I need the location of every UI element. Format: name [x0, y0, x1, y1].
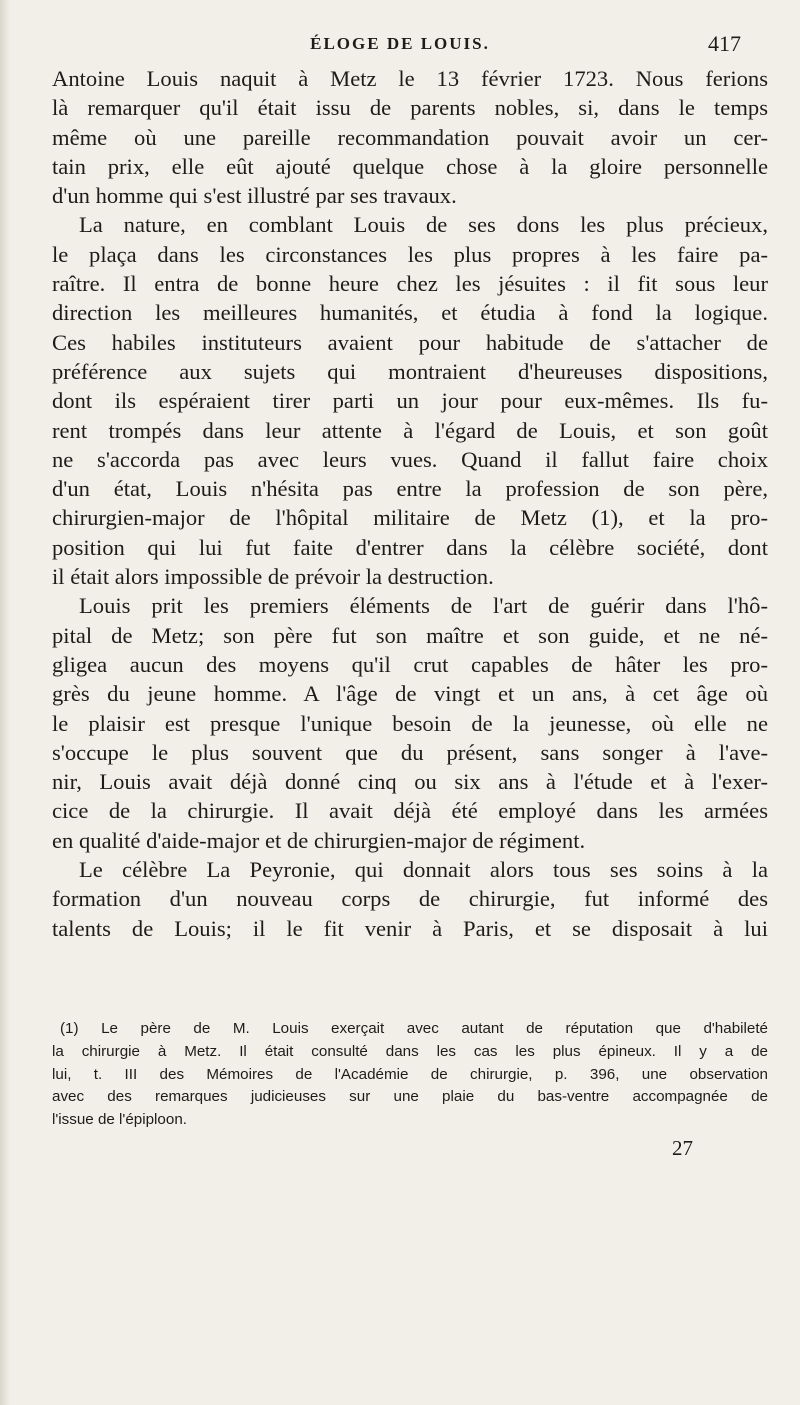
footnote-line: avec des remarques judicieuses sur une plaie du bas-ventre accompagnée de: [52, 1088, 768, 1106]
text-line: direction les meilleures humanités, et étudia à fond la logique.: [52, 300, 768, 326]
footnote-line: la chirurgie à Metz. Il était consulté dans les cas les plus épineux. Il y a de: [52, 1042, 768, 1060]
footnote: [52, 1018, 768, 1132]
text-line: position qui lui fut faite d'entrer dans la célèbre société, dont: [52, 534, 768, 560]
text-line: là remarquer qu'il était issu de parents nobles, si, dans le temps: [52, 95, 768, 121]
signature-mark: 27: [672, 1136, 693, 1160]
text-line: le plaça dans les circonstances les plus propres à les faire pa-: [52, 241, 768, 267]
text-line: d'un homme qui s'est illustré par ses travaux.: [52, 183, 457, 209]
text-line: grès du jeune homme. A l'âge de vingt et un ans, à cet âge où: [52, 681, 768, 707]
text-line: formation d'un nouveau corps de chirurgie, fut informé des: [52, 886, 768, 912]
footnote-line: (1) Le père de M. Louis exerçait avec autant de réputation que d'habileté: [60, 1020, 768, 1037]
page-header: [0, 31, 800, 57]
text-line: dont ils espéraient tirer parti un jour pour eux-mêmes. Ils fu-: [52, 388, 768, 414]
footnote-line: lui, t. III des Mémoires de l'Académie de chirurgie, p. 396, une observation: [52, 1065, 768, 1083]
body-text: [52, 64, 768, 943]
running-title: ÉLOGE DE LOUIS.: [310, 34, 490, 53]
text-line: Le célèbre La Peyronie, qui donnait alors tous ses soins à la: [79, 857, 768, 883]
text-line: ne s'accorda pas avec leurs vues. Quand il fallut faire choix: [52, 446, 768, 472]
text-line: chirurgien-major de l'hôpital militaire de Metz (1), et la pro-: [52, 505, 768, 531]
text-line: en qualité d'aide-major et de chirurgien-major de régiment.: [52, 827, 586, 853]
text-line: tain prix, elle eût ajouté quelque chose à la gloire personnelle: [52, 153, 768, 179]
page-number: 417: [708, 31, 741, 56]
text-line: même où une pareille recommandation pouvait avoir un cer-: [52, 124, 768, 150]
text-line: s'occupe le plus souvent que du présent, sans songer à l'ave-: [52, 739, 768, 765]
text-line: rent trompés dans leur attente à l'égard de Louis, et son goût: [52, 417, 768, 443]
text-line: le plaisir est presque l'unique besoin de la jeunesse, où elle ne: [52, 710, 768, 736]
text-line: cice de la chirurgie. Il avait déjà été employé dans les armées: [52, 798, 768, 824]
text-line: pital de Metz; son père fut son maître et son guide, et ne né-: [52, 622, 768, 648]
text-line: talents de Louis; il le fit venir à Paris, et se disposait à lui: [52, 915, 768, 941]
footnote-line: l'issue de l'épiploon.: [52, 1111, 187, 1129]
text-line: d'un état, Louis n'hésita pas entre la profession de son père,: [52, 476, 768, 502]
text-line: il était alors impossible de prévoir la destruction.: [52, 564, 494, 590]
text-line: Louis prit les premiers éléments de l'art de guérir dans l'hô-: [79, 593, 768, 619]
text-line: Antoine Louis naquit à Metz le 13 février 1723. Nous ferions: [52, 66, 768, 91]
text-line: La nature, en comblant Louis de ses dons les plus précieux,: [79, 212, 768, 238]
text-line: nir, Louis avait déjà donné cinq ou six ans à l'étude et à l'exer-: [52, 769, 768, 795]
text-line: raître. Il entra de bonne heure chez les jésuites : il fit sous leur: [52, 271, 768, 297]
text-line: Ces habiles instituteurs avaient pour habitude de s'attacher de: [52, 329, 768, 355]
text-line: préférence aux sujets qui montraient d'heureuses dispositions,: [52, 358, 768, 384]
text-line: gligea aucun des moyens qu'il crut capables de hâter les pro-: [52, 651, 768, 677]
